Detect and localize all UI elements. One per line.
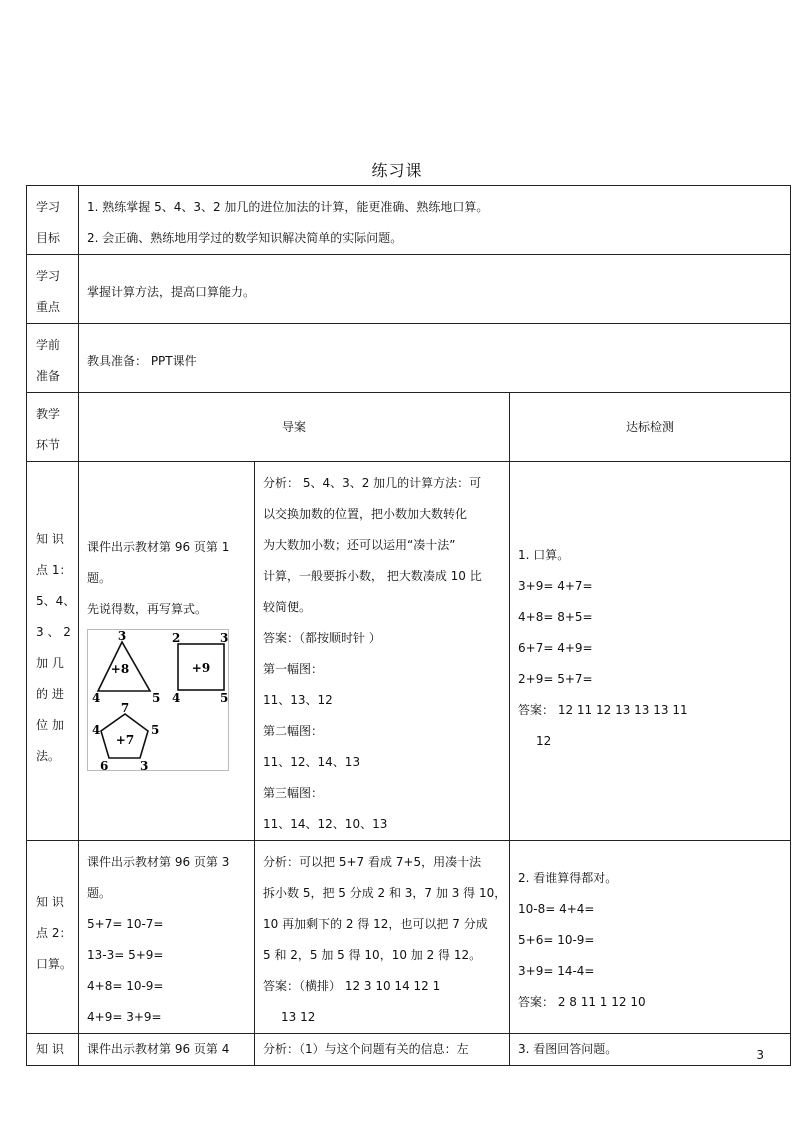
goal-line: 1. 熟练掌握 5、4、3、2 加几的进位加法的计算，能更准确、熟练地口算。 bbox=[87, 200, 489, 214]
k1-check: 1. 口算。 3+9= 4+7= 4+8= 8+5= 6+7= 4+9= 2+9= 5+7= 答案： 12 11 12 13 13 13 11 12 bbox=[510, 462, 791, 841]
k2-analysis: 分析：可以把 5+7 看成 7+5，用凑十法 拆小数 5，把 5 分成 2 和 3，7 加 3 得 10， 10 再加剩下的 2 得 12，也可以把 7 分成 5 和 2，5 加 5 得 10，10 加 2 得 12。 答案：（横排） 12 3 10 14 12 1 13 12 bbox=[255, 841, 510, 1034]
k1-guide: 课件出示教材第 96 页第 1 题。 先说得数，再写算式。 +8 3 4 5 +9 2 3 4 5 +7 7 4 5 6 3 bbox=[79, 462, 255, 841]
page-number: 3 bbox=[756, 1048, 764, 1062]
k3-check: 3. 看图回答问题。 bbox=[510, 1034, 791, 1066]
pentagon-center: +7 bbox=[115, 733, 135, 747]
shapes-svg bbox=[88, 630, 228, 770]
row-goal-content bbox=[79, 186, 791, 255]
k3-analysis: 分析：（1）与这个问题有关的信息：左 bbox=[255, 1034, 510, 1066]
goal-line: 2. 会正确、熟练地用学过的数学知识解决简单的实际问题。 bbox=[87, 231, 403, 245]
triangle-top: 3 bbox=[117, 630, 127, 643]
pentagon-br: 3 bbox=[140, 759, 149, 770]
lesson-table bbox=[26, 185, 790, 1066]
row-focus-label: 学习 重点 bbox=[27, 255, 79, 324]
row-knowledge-1 bbox=[27, 462, 791, 841]
square-center: +9 bbox=[191, 661, 211, 675]
row-stage bbox=[27, 393, 791, 462]
triangle-center: +8 bbox=[110, 662, 130, 676]
k2-check: 2. 看谁算得都对。 10-8= 4+4= 5+6= 10-9= 3+9= 14-4= 答案： 2 8 11 1 12 10 bbox=[510, 841, 791, 1034]
pentagon-right: 5 bbox=[151, 723, 160, 737]
row-stage-label: 教学 环节 bbox=[27, 393, 79, 462]
stage-check-header: 达标检测 bbox=[510, 393, 791, 462]
square-bl: 4 bbox=[172, 691, 181, 705]
k1-label: 知 识 点 1： 5、4、 3 、 2 加 几 的 进 位 加 法。 bbox=[27, 462, 79, 841]
row-focus-content: 掌握计算方法，提高口算能力。 bbox=[79, 255, 791, 324]
triangle-left: 4 bbox=[92, 691, 101, 705]
row-knowledge-3 bbox=[27, 1034, 791, 1066]
row-goal bbox=[27, 186, 791, 255]
square-tl: 2 bbox=[172, 631, 181, 645]
k1-analysis: 分析： 5、4、3、2 加几的计算方法：可 以交换加数的位置，把小数加大数转化 为大数加小数；还可以运用“凑十法” 计算，一般要拆小数， 把大数凑成 10 比 较简便。 答案：（都按顺时针 ） 第一幅图： 11、13、12 第二幅图： 11、12、14、13 第三幅图： 11、14、12、10、13 bbox=[255, 462, 510, 841]
k3-guide: 课件出示教材第 96 页第 4 bbox=[79, 1034, 255, 1066]
k3-label: 知 识 bbox=[27, 1034, 79, 1066]
row-knowledge-2 bbox=[27, 841, 791, 1034]
page-title: 练习课 bbox=[371, 161, 423, 180]
shapes-figure bbox=[87, 629, 229, 771]
square-br: 5 bbox=[220, 691, 228, 705]
stage-guide-header: 导案 bbox=[79, 393, 510, 462]
k2-label: 知 识 点 2： 口算。 bbox=[27, 841, 79, 1034]
pentagon-left: 4 bbox=[92, 723, 101, 737]
row-goal-label: 学习 目标 bbox=[27, 186, 79, 255]
pentagon-top: 7 bbox=[120, 701, 130, 715]
row-prep-label: 学前 准备 bbox=[27, 324, 79, 393]
pentagon-bl: 6 bbox=[100, 759, 109, 770]
square-tr: 3 bbox=[220, 631, 228, 645]
row-prep-content: 教具准备： PPT课件 bbox=[79, 324, 791, 393]
k2-guide: 课件出示教材第 96 页第 3 题。 5+7= 10-7= 13-3= 5+9= 4+8= 10-9= 4+9= 3+9= bbox=[79, 841, 255, 1034]
row-focus bbox=[27, 255, 791, 324]
triangle-right: 5 bbox=[152, 691, 161, 705]
row-prep bbox=[27, 324, 791, 393]
